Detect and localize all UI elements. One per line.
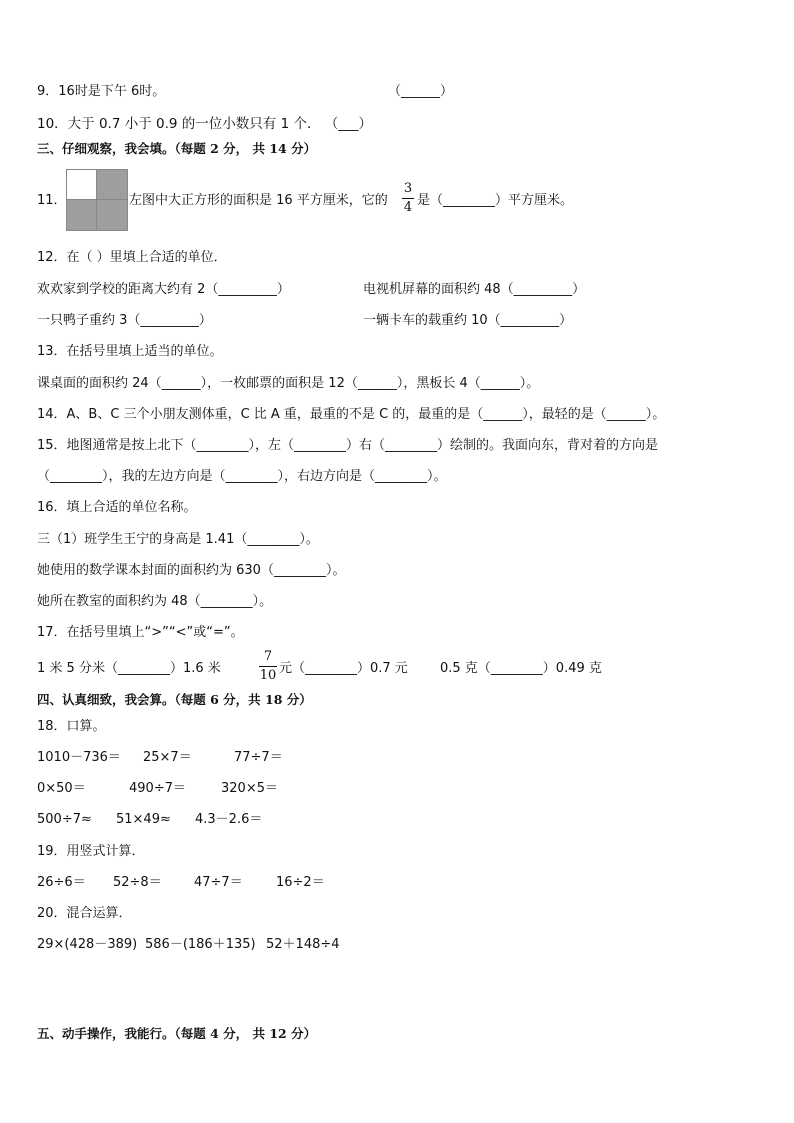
question-14: 14．A、B、C 三个小朋友测体重，C 比 A 重，最重的不是 C 的，最重的是（______），最轻的是（______）。: [37, 407, 666, 422]
question-13-text: 课桌面的面积约 24（______），一枚邮票的面积是 12（______），黑板长 4（______）。: [37, 376, 540, 391]
mental-math-item: 25×7＝: [143, 750, 192, 765]
square-cell-bottom-left: [67, 200, 97, 230]
question-9: [37, 83, 165, 101]
square-cell-top-right: [97, 170, 127, 200]
vertical-calc-item: 52÷8＝: [113, 875, 162, 890]
question-11-number: 11．: [37, 193, 67, 208]
mental-math-item: 1010－736＝: [37, 750, 121, 765]
mixed-calc-item: 52＋148÷4: [266, 937, 340, 952]
question-17-part-3: 0.5 克（________）0.49 克: [440, 661, 602, 676]
section-5-title: 五、动手操作，我能行。（每题 4 分， 共 12 分）: [37, 1026, 317, 1041]
question-12-item: 欢欢家到学校的距离大约有 2（_________）: [37, 282, 290, 297]
square-cell-bottom-right: [97, 200, 127, 230]
square-figure: [66, 169, 128, 231]
section-3-title: 三、仔细观察，我会填。（每题 2 分， 共 14 分）: [37, 141, 317, 156]
question-16-item: 她所在教室的面积约为 48（________）。: [37, 594, 273, 609]
mixed-calc-item: 29×(428－389): [37, 937, 138, 952]
question-19-title: 19．用竖式计算．: [37, 844, 145, 859]
mental-math-item: 320×5＝: [221, 781, 278, 796]
question-10: 10．大于 0.7 小于 0.9 的一位小数只有 1 个． （___）: [37, 116, 372, 132]
question-12-item: 一只鸭子重约 3（_________）: [37, 313, 212, 328]
question-17-title: 17．在括号里填上“>”“<”或“=”。: [37, 625, 244, 640]
question-16-title: 16．填上合适的单位名称。: [37, 500, 197, 515]
vertical-calc-item: 16÷2＝: [276, 875, 325, 890]
question-15-line-2: （________），我的左边方向是（________），右边方向是（________）。: [37, 469, 447, 484]
question-11-text: 左图中大正方形的面积是 16 平方厘米，它的: [129, 193, 388, 208]
question-12-item: 电视机屏幕的面积约 48（_________）: [363, 282, 586, 297]
question-12-item: 一辆卡车的载重约 10（_________）: [363, 313, 573, 328]
mental-math-item: 4.3－2.6＝: [195, 812, 263, 827]
question-11-blank: 是（________）平方厘米。: [417, 193, 574, 208]
question-9-blank: （______）: [388, 84, 454, 99]
question-9-text: 9．16时是下午 6时。: [37, 84, 166, 99]
question-15-line-1: 15．地图通常是按上北下（________），左（________）右（________）绘制的。我面向东，背对着的方向是: [37, 438, 659, 453]
mental-math-item: 500÷7≈: [37, 812, 92, 827]
question-17-fraction: [259, 649, 277, 684]
question-18-title: 18．口算。: [37, 719, 106, 734]
vertical-calc-item: 47÷7＝: [194, 875, 243, 890]
mental-math-item: 490÷7＝: [129, 781, 186, 796]
mental-math-item: 0×50＝: [37, 781, 86, 796]
question-16-item: 她使用的数学课本封面的面积约为 630（________）。: [37, 563, 346, 578]
fraction-denominator: 10: [259, 668, 277, 683]
mixed-calc-item: 586－(186＋135): [145, 937, 256, 952]
mental-math-item: 77÷7＝: [234, 750, 283, 765]
question-11-fraction: [402, 181, 414, 216]
question-13-title: 13．在括号里填上适当的单位。: [37, 344, 223, 359]
fraction-numerator: 3: [403, 181, 413, 196]
square-cell-top-left: [67, 170, 97, 200]
mental-math-item: 51×49≈: [116, 812, 171, 827]
vertical-calc-item: 26÷6＝: [37, 875, 86, 890]
section-4-title: 四、认真细致，我会算。（每题 6 分，共 18 分）: [37, 692, 312, 707]
question-20-title: 20．混合运算．: [37, 906, 132, 921]
question-12-title: 12．在（ ）里填上合适的单位．: [37, 250, 227, 265]
question-17-part-2: 元（________）0.7 元: [279, 661, 408, 676]
question-17-part-1: 1 米 5 分米（________）1.6 米: [37, 661, 221, 676]
question-16-item: 三（1）班学生王宁的身高是 1.41（________）。: [37, 532, 319, 547]
fraction-denominator: 4: [403, 200, 413, 215]
fraction-numerator: 7: [263, 649, 273, 664]
